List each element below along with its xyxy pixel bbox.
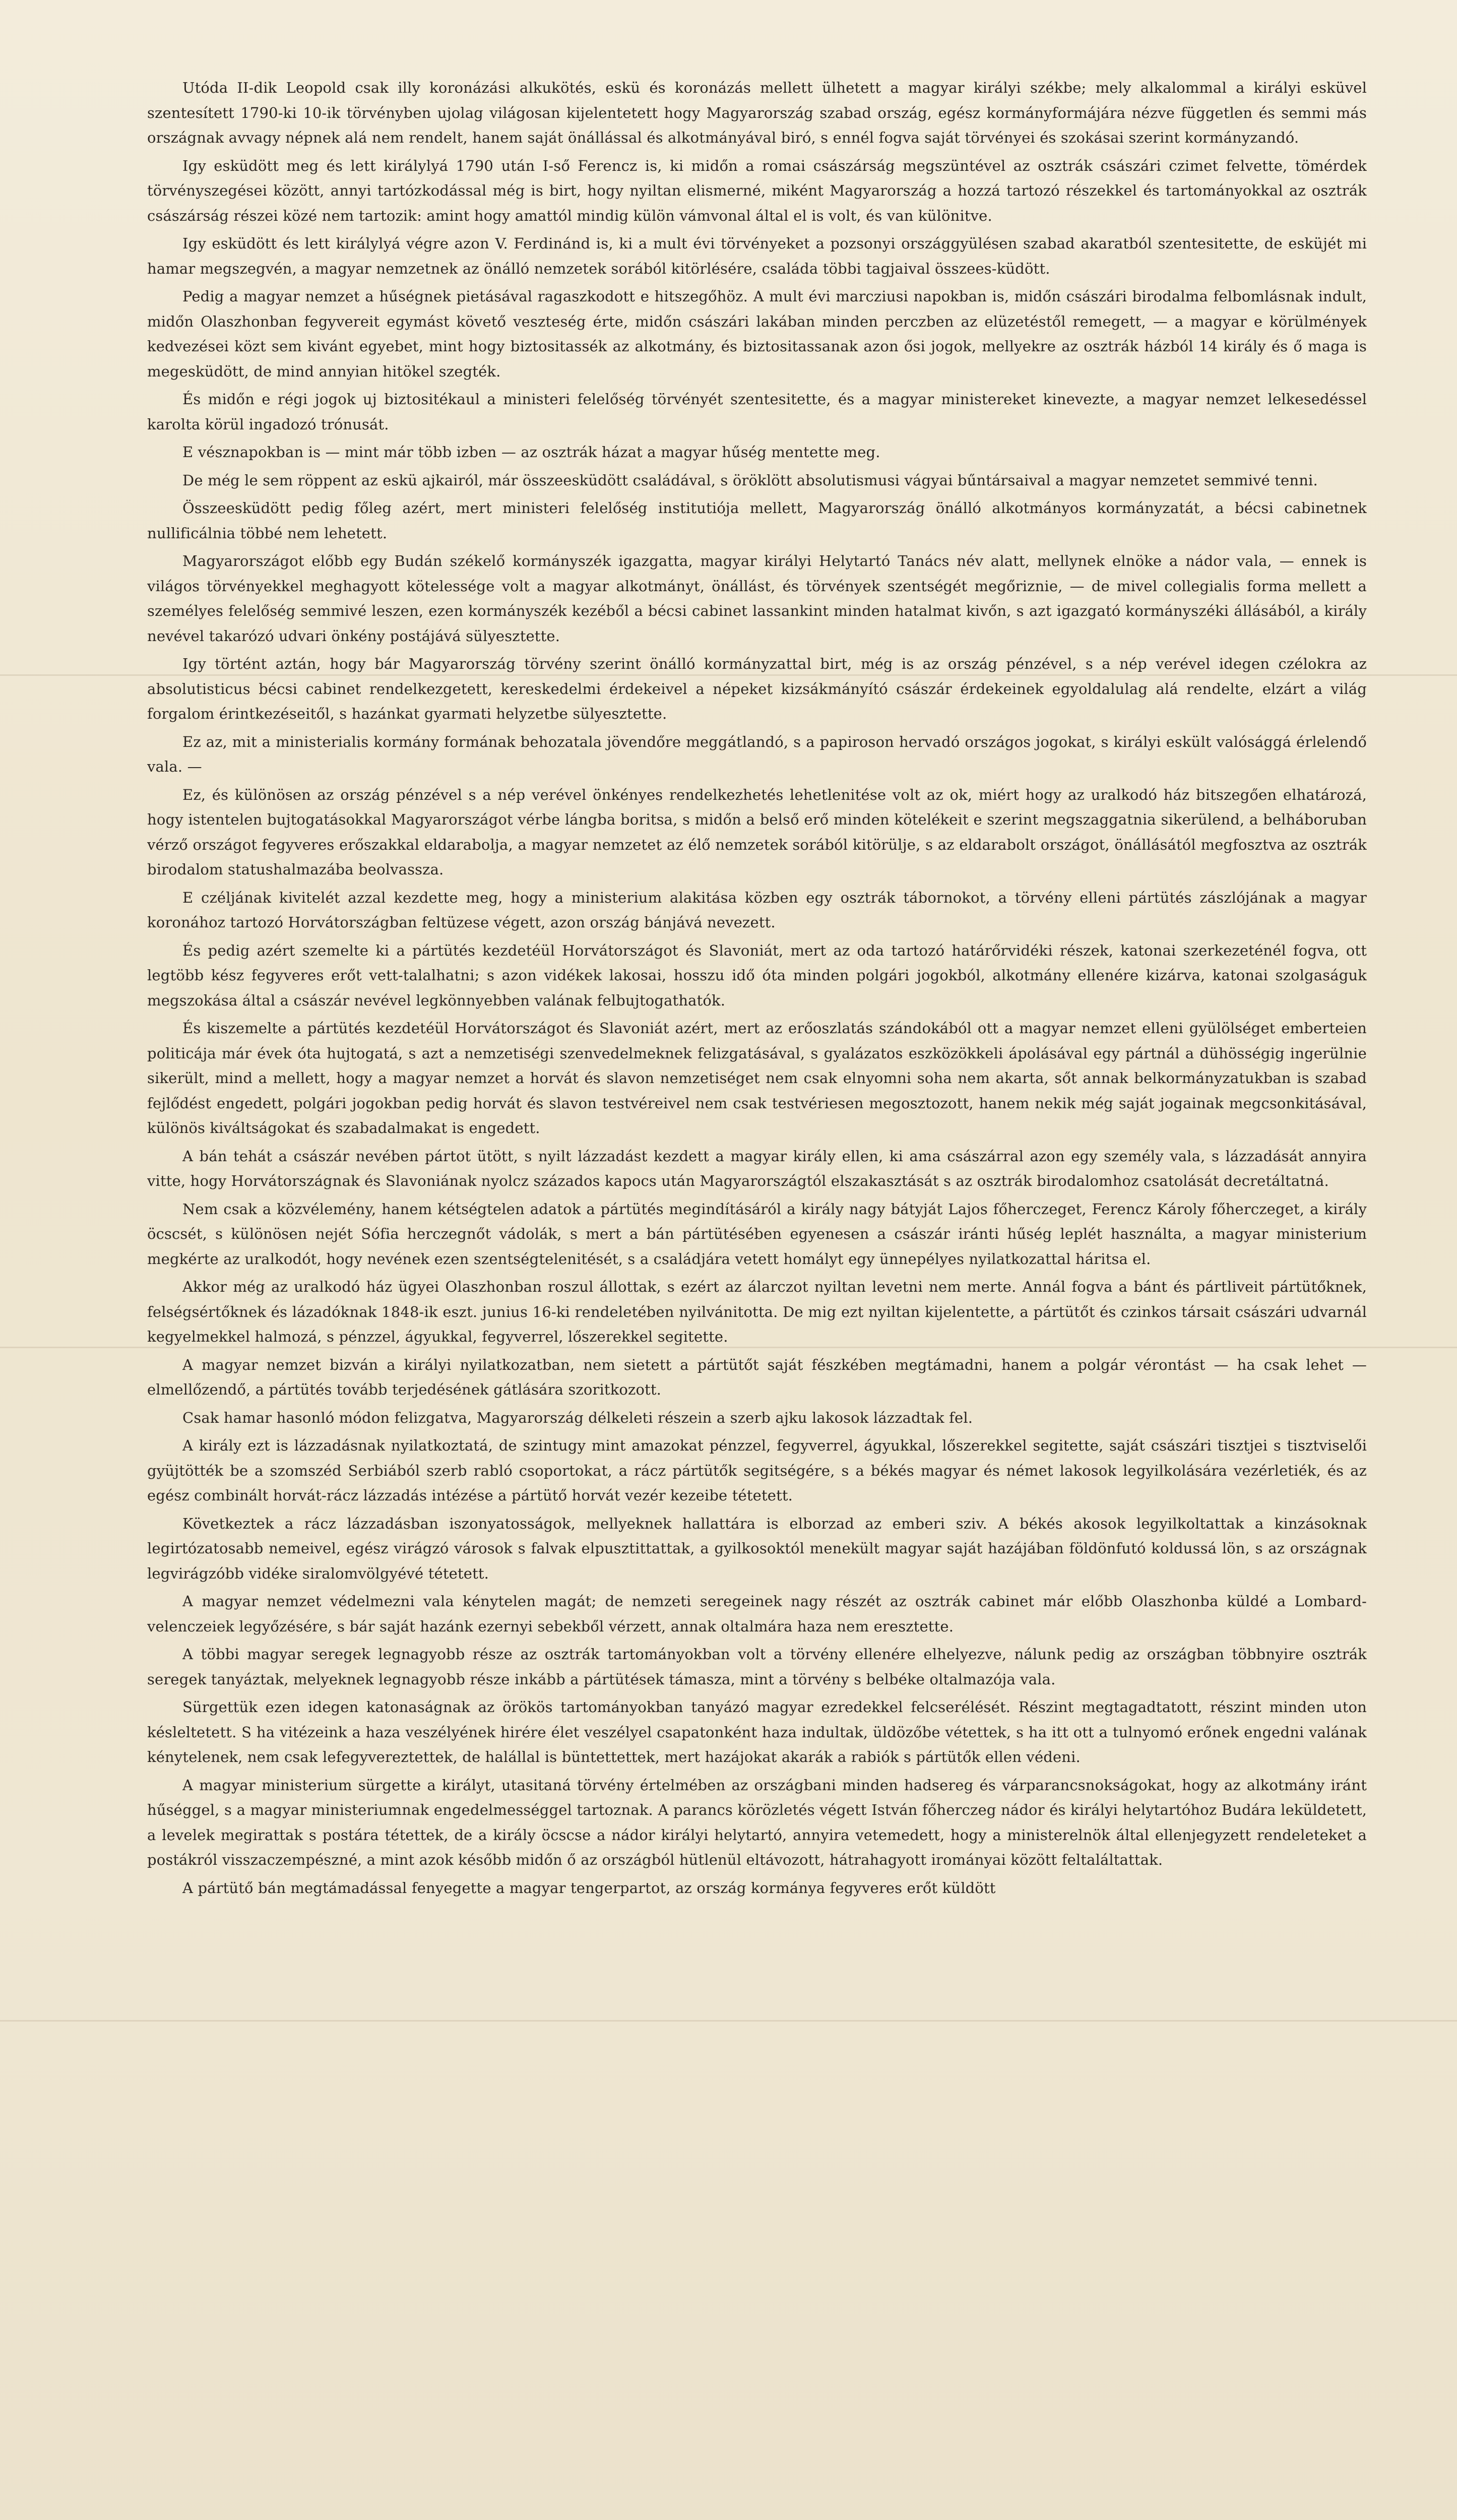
- paragraph: Ez, és különösen az ország pénzével s a nép verével önkényes rendelkezhetés lehetlenitése volt az ok, miért hogy az uralkodó ház bitszegően elhatározá, hogy istentelen bujtogatásokkal Magyarországot vérbe lángba boritsa, s midőn a belső erő minden kötelékeit e szerint megszaggatnia sikerülend, a belháboruban vérző országot fegyveres erőszakkal eldarabolja, a magyar nemzetet az élő nemzetek sorából kitörülje, s az eldarabolt országot, önállásától megfosztva az osztrák birodalom statushalmazába beolvassza.: [147, 786, 1367, 878]
- paragraph: Sürgettük ezen idegen katonaságnak az örökös tartományokban tanyázó magyar ezredekkel felcserélését. Részint megtagadtatott, részint minden uton késleltetett. S ha vitézeink a haza veszélyének hirére élet veszélyel csapatonként haza indultak, üldözőbe vétettek, s ha itt ott a tulnyomó erőnek engedni valának kénytelenek, nem csak lefegyvereztettek, de halállal is büntettettek, mert hazájokat akarák a rabiók s pártütők ellen védeni.: [147, 1698, 1367, 1766]
- paragraph: És midőn e régi jogok uj biztositékaul a ministeri felelőség törvényét szentesitette, és a magyar ministereket kinevezte, a magyar nemzet lelkesedéssel karolta körül ingadozó trónusát.: [147, 391, 1367, 433]
- paragraph: Igy történt aztán, hogy bár Magyarország törvény szerint önálló kormányzattal birt, még is az ország pénzével, s a nép verével idegen czélokra az absolutisticus bécsi cabinet rendelkezgetett, kereskedelmi érdekeivel a népeket kizsákmányító császár érdekeinek egyoldalulag alá rendelte, elzárt a világ forgalom érintkezéseitől, s hazánkat gyarmati helyzetbe sülyesztette.: [147, 655, 1367, 722]
- paragraph: A király ezt is lázzadásnak nyilatkoztatá, de szintugy mint amazokat pénzzel, fegyverrel, ágyukkal, lőszerekkel segitette, saját császári tisztjei s tisztviselői gyüjtötték be a szomszéd Serbiából szerb rabló csoportokat, a rácz pártütők segitségére, s a békés magyar és német lakosok legyilkolására vezérletiék, és az egész combinált horvát-rácz lázzadás intézése a pártütő horvát vezér kezeibe tétetett.: [147, 1437, 1367, 1504]
- paragraph: Következtek a rácz lázzadásban iszonyatosságok, mellyeknek hallattára is elborzad az emberi sziv. A békés akosok legyilkoltattak a kinzásoknak legirtózatosabb nemeivel, egész virágzó városok s falvak elpusztittattak, a gyilkosoktól menekült magyar saját hazájában földönfutó koldussá lön, s az országnak legvirágzóbb vidéke siralomvölgyévé tétetett.: [147, 1515, 1367, 1582]
- paragraph: A magyar ministerium sürgette a királyt, utasitaná törvény értelmében az országbani minden hadsereg és várparancsnokságokat, hogy az alkotmány iránt hűséggel, s a magyar ministeriumnak engedelmességgel tartoznak. A parancs körözletés végett István főherczeg nádor és királyi helytartóhoz Budára leküldetett, a levelek megirattak s postára tétettek, de a király öcscse a nádor királyi helytartó, annyira vetemedett, hogy a ministerelnök által ellenjegyzett rendeleteket a postákról visszaczempészné, a mint azok később midőn ő az országból hütlenül eltávozott, hátrahagyott irományai között feltaláltattak.: [147, 1776, 1367, 1868]
- paragraph: A pártütő bán megtámadással fenyegette a magyar tengerpartot, az ország kormánya fegyveres erőt küldött: [182, 1879, 996, 1897]
- paragraph: E czéljának kivitelét azzal kezdette meg, hogy a ministerium alakitása közben egy osztrák tábornokot, a törvény elleni pártütés zászlójának a magyar koronához tartozó Horvátországban feltüzese végett, azon ország bánjává nevezett.: [147, 889, 1367, 931]
- paragraph: A magyar nemzet bizván a királyi nyilatkozatban, nem sietett a pártütőt saját fészkében megtámadni, hanem a polgár vérontást — ha csak lehet — elmellőzendő, a pártütés tovább terjedésének gátlására szoritkozott.: [147, 1356, 1367, 1398]
- paragraph: Csak hamar hasonló módon felizgatva, Magyarország délkeleti részein a szerb ajku lakosok lázzadtak fel.: [182, 1409, 973, 1426]
- paragraph: A többi magyar seregek legnagyobb része az osztrák tartományokban volt a törvény ellenére elhelyezve, nálunk pedig az országban többnyire osztrák seregek tanyáztak, melyeknek legnagyobb része inkább a pártütések támasza, mint a törvény s belbéke oltalmazója vala.: [147, 1646, 1367, 1688]
- paragraph: De még le sem röppent az eskü ajkairól, már összeesküdött családával, s öröklött absolutismusi vágyai bűntársaival a magyar nemzetet semmivé tenni.: [182, 471, 1318, 489]
- paragraph: És pedig azért szemelte ki a pártütés kezdetéül Horvátországot és Slavoniát, mert az oda tartozó határőrvidéki részek, katonai szerkezeténél fogva, ott legtöbb kész fegyveres erőt vett-talalhatni; s azon vidékek lakosai, hosszu idő óta minden polgári jogokból, alkotmány ellenére kizárva, katonai szolgaságuk megszokása által a császár nevével legkönnyebben valának felbujtogathatók.: [147, 941, 1367, 1009]
- paragraph: A magyar nemzet védelmezni vala kénytelen magát; de nemzeti seregeinek nagy részét az osztrák cabinet már előbb Olaszhonba küldé a Lombard-velenczeiek legyőzésére, s bár saját hazánk ezernyi sebekből vérzett, annak oltalmára haza nem eresztette.: [147, 1593, 1367, 1635]
- paragraph: Ez az, mit a ministerialis kormány formának behozatala jövendőre meggátlandó, s a papiroson hervadó országos jogokat, s királyi eskült valósággá érlelendő vala. —: [147, 733, 1367, 775]
- paragraph: Összeesküdött pedig főleg azért, mert ministeri felelőség institutiója mellett, Magyarország önálló alkotmányos kormányzatát, a bécsi cabinetnek nullificálnia többé nem lehetett.: [147, 499, 1367, 542]
- paragraph: A bán tehát a császár nevében pártot ütött, s nyilt lázzadást kezdett a magyar király ellen, ki ama császárral azon egy személy vala, s lázzadását annyira vitte, hogy Horvátországnak és Slavoniának nyolcz százados kapocs után Magyarországtól elszakasztását s az osztrák birodalomhoz csatolását decretáltatná.: [147, 1147, 1367, 1189]
- paragraph: Igy esküdött és lett királylyá végre azon V. Ferdinánd is, ki a mult évi törvényeket a pozsonyi országgyülésen szabad akaratból szentesitette, de esküjét mi hamar megszegvén, a magyar nemzetnek az önálló nemzetek sorából kitörlésére, családa többi tagjaival összees-küdött.: [147, 235, 1367, 277]
- paragraph: Akkor még az uralkodó ház ügyei Olaszhonban roszul állottak, s ezért az álarczot nyiltan levetni nem merte. Annál fogva a bánt és pártliveit pártütőknek, felségsértőknek és lázadóknak 1848-ik eszt. junius 16-ki rendeletében nyilvánitotta. De mig ezt nyiltan kijelentette, a pártütőt és czinkos társait császári udvarnál kegyelmekkel halmozá, s pénzzel, ágyukkal, fegyverrel, lőszerekkel segitette.: [147, 1278, 1367, 1345]
- paragraph: Utóda II-dik Leopold csak illy koronázási alkukötés, eskü és koronázás mellett ülhetett a magyar királyi székbe; mely alkalommal a királyi esküvel szentesített 1790-ki 10-ik törvényben ujolag világosan kijelentetett hogy Magyarország szabad ország, egész kormányformájára nézve független és semmi más országnak avvagy népnek alá nem rendelt, hanem saját önállással és alkotmányával biró, s ennél fogva saját törvényei és szokásai szerint kormányzandó.: [147, 79, 1367, 146]
- paragraph: Igy esküdött meg és lett királylyá 1790 után I-ső Ferencz is, ki midőn a romai császárság megszüntével az osztrák császári czimet felvette, tömérdek törvényszegései között, annyi tartózkodással még is birt, hogy nyiltan elismerné, miként Magyarország a hozzá tartozó részekkel és tartományokkal az osztrák császárság részei közé nem tartozik: amint hogy amattól mindig külön vámvonal által el is volt, és van különitve.: [147, 157, 1367, 224]
- paragraph: És kiszemelte a pártütés kezdetéül Horvátországot és Slavoniát azért, mert az erőoszlatás szándokából ott a magyar nemzet elleni gyülölséget emberteien politicája már évek óta hujtogatá, s azt a nemzetiségi szenvedelmeknek felizgatásával, s gyalázatos eszközökkeli ápolásával egy pártnál a dühösségig ingerülnie sikerült, mind a mellett, hogy a magyar nemzet a horvát és slavon nemzetiséget nem csak elnyomni soha nem akarta, sőt annak belkormányzatukban is szabad fejlődést engedett, polgári jogokban pedig horvát és slavon testvéreivel nem csak testvériesen megosztozott, hanem nekik még saját jogainak megcsonkitásával, különös kiváltságokat és szabadalmakat is engedett.: [147, 1020, 1367, 1137]
- paragraph: Magyarországot előbb egy Budán székelő kormányszék igazgatta, magyar királyi Helytartó Tanács név alatt, mellynek elnöke a nádor vala, — ennek is világos törvényekkel meghagyott kötelessége volt a magyar alkotmányt, önállást, és törvények szentségét megőriznie, — de mivel collegialis forma mellett a személyes felelőség semmivé leszen, ezen kormányszék kezéből a bécsi cabinet lassankint minden hatalmat kivőn, s azt igazgató kormányszéki állásából, a király nevével takarózó udvari önkény postájává sülyesztette.: [147, 552, 1367, 645]
- paragraph: E vésznapokban is — mint már több izben — az osztrák házat a magyar hűség mentette meg.: [182, 444, 880, 461]
- paragraph: Pedig a magyar nemzet a hűségnek pietásával ragaszkodott e hitszegőhöz. A mult évi marcziusi napokban is, midőn császári birodalma felbomlásnak indult, midőn Olaszhonban fegyvereit egymást követő veszteség érte, midőn császári lakában minden perczben az elüzetéstől remegett, — a magyar e körülmények kedvezései közt sem kivánt egyebet, mint hogy biztositassék az alkotmány, és biztositassanak azon ősi jogok, mellyekre az osztrák házból 14 király és ő maga is megesküdött, de mind annyian hitökel szegték.: [147, 288, 1367, 380]
- paragraph: Nem csak a közvélemény, hanem kétségtelen adatok a pártütés megindításáról a király nagy bátyját Lajos főherczeget, Ferencz Károly főherczeget, a király öcscsét, s különösen nejét Sófia herczegnőt vádolák, s mert a bán pártütésében egyenesen a császár iránti hűség leplét használta, a magyar ministerium megkérte az uralkodót, hogy nevének ezen szentségtelenitését, s a családjára vetett homályt egy ünnepélyes nyilatkozattal háritsa el.: [147, 1200, 1367, 1268]
- document-body: [147, 76, 1367, 2520]
